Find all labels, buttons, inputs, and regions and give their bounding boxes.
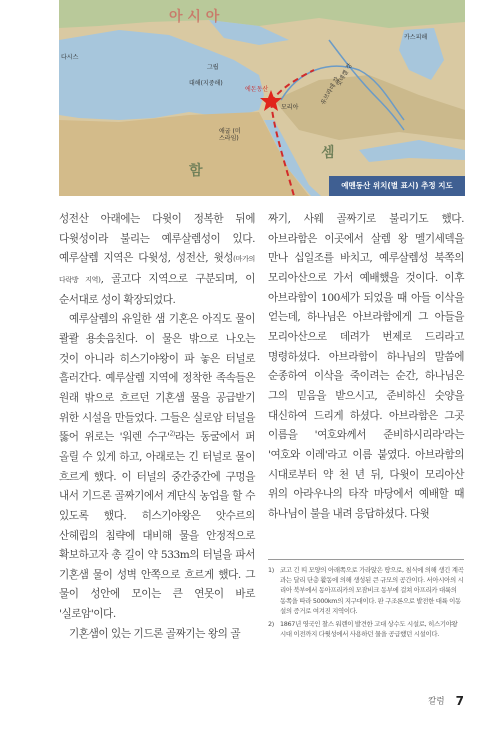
label-mediterranean: 대해(지중해) (189, 80, 223, 87)
label-caspian: 카스피해 (404, 34, 428, 41)
label-moriah: 모리아 (281, 104, 299, 111)
region-label-asia: 아 시 아 (169, 9, 220, 25)
label-egypt: 애굽 (미스라임) (219, 128, 241, 142)
paragraph: 기혼샘이 있는 기드론 골짜기는 왕의 골 (69, 627, 241, 640)
footnote (268, 619, 464, 639)
footnote-number: 2) (268, 620, 274, 629)
footnote (268, 565, 464, 616)
label-euphrates: 유브라데 강 (319, 75, 342, 107)
text-run: 라는 동굴에서 퍼 올릴 수 있게 하고, 아래로는 긴 터널로 물이 흐르게 했다. 이 터널의 중간중간에 구멍을 내서 기드론 골짜기에서 계단식 농업을 할 수 있도록 했다. 히스기야왕은 앗수르의 산헤립의 침략에 대비해 물을 안정적으로 확보하고자 총 길이 약 533m의 터널을 파서 기혼샘 물이 성벽 안쪽으로 흐르게 했다. 그 물이 성안에 모이는 큰 연못이 바로 '실로암'이다. (59, 431, 256, 621)
footnotes (268, 559, 464, 642)
label-cyprus: 그립 (207, 64, 219, 71)
map-caption: 예멘동산 위치(별 표시) 추정 지도 (329, 176, 465, 196)
label-eden: 에돈동산 (245, 86, 269, 93)
map-graphic (59, 0, 465, 196)
footnote-text: 1867년 영국인 찰스 워렌이 발견한 고대 상수도 시설로, 히스기야왕 시대 이전까지 다윗성에서 사용하던 물을 공급했던 시설이다. (280, 620, 458, 639)
label-tarsus: 다시스 (61, 54, 79, 61)
text-run: , 골고다 지역으로 구분되며, 이 순서대로 성이 확장되었다. (59, 272, 255, 306)
page-footer (428, 690, 464, 709)
body-right-column (268, 210, 464, 525)
label-tigris: 힛데겔 강 (335, 62, 354, 88)
region-label-shem: 셈 (321, 145, 335, 161)
footnote-text: 코고 긴 띠 모양의 아래쪽으로 가라앉은 땅으로, 침식에 의해 생긴 계곡과는 달리 단층 활동에 의해 생성된 큰 규모의 공간이다. 서아시아의 시리아 북부에서 동아프리카의 모잠비크 동부에 걸쳐 아프리카 대륙의 동쪽을 따라 5000km의 지구대이다. 판 구조론으로 발전한 대륙 이동설의 증거로 여겨진 지역이다. (280, 566, 464, 615)
region-map (59, 0, 465, 196)
footnote-number: 1) (268, 566, 274, 574)
body-left-column (59, 210, 255, 644)
footnote-ref[interactable]: 2) (169, 430, 175, 438)
text-run: 성전산 아래에는 다윗이 정복한 뒤에 다윗성이라 불리는 예루살렘성이 있다. 예루살렘 지역은 다윗성, 성전산, 윗성 (59, 213, 255, 265)
paragraph (59, 210, 255, 310)
paragraph (59, 310, 255, 625)
section-label: 칼럼 (428, 696, 445, 707)
page-number: 7 (455, 693, 464, 708)
text-run-small: (마가의 다락방 지역) (59, 255, 255, 284)
text-run: 예루살렘의 유일한 샘 기혼은 아직도 물이 콸콸 용솟음친다. 이 물은 밖으로 나오는 것이 아니라 히스기야왕이 파 놓은 터널로 흘러간다. 예루살렘 지역에 정착한 족속들은 원래 밖으로 흐르던 기혼샘 물을 공급받기 위한 시설을 만들었다. 그들은 실로암 터널을 뚫어 위로는 '워렌 수구' (59, 313, 255, 444)
region-label-ham: 함 (189, 163, 203, 179)
paragraph: 짜기, 사웨 골짜기로 불리기도 했다. 아브라함은 이곳에서 살렘 왕 멜기세덱을 만나 십일조를 바치고, 예루살렘성 북쪽의 모리아산으로 가서 예배했을 것이다. 이후 아브라함이 100세가 되었을 때 아들 이삭을 얻는데, 하나님은 아브라함에게 그 아들을 모리아산으로 데려가 번제로 드리라고 명령하셨다. 아브라함이 하나님의 말씀에 순종하여 이삭을 죽이려는 순간, 하나님은 그의 믿음을 받으시고, 준비하신 숫양을 대신하여 드리게 하셨다. 아브라함은 그곳 이름을 '여호와께서 준비하시리라'라는 '여호와 이레'라고 이름 붙였다. 아브라함의 시대로부터 약 천 년 뒤, 다윗이 모리아산 위의 아라우나의 타작 마당에서 예배할 때 하나님이 불을 내려 응답하셨다. 다윗 (268, 213, 464, 520)
